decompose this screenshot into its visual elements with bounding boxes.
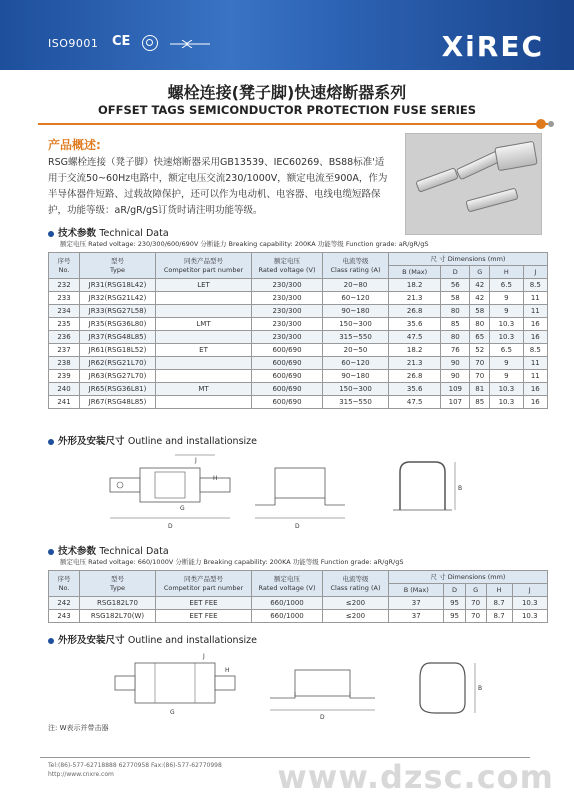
table-cell: 16 (523, 331, 547, 344)
table-cell: 70 (470, 357, 490, 370)
svg-text:H: H (213, 475, 218, 482)
table-cell: 18.2 (389, 344, 441, 357)
table-cell: JR31(RSG18L42) (80, 279, 156, 292)
table-cell: 109 (441, 383, 470, 396)
table-cell: JR63(RSG27L70) (80, 370, 156, 383)
table-cell: 10.3 (490, 396, 523, 409)
table-cell: EET FEE (156, 610, 252, 623)
table-cell: 21.3 (389, 357, 441, 370)
table-cell: 230/300 (252, 279, 323, 292)
tech-params-2: 额定电压 Rated voltage: 660/1000V 分断能力 Breaking capability: 200KA 功能等级 Function grade: aR/gR/gS (60, 558, 404, 566)
table-row (49, 305, 548, 318)
footer-contact: Tel:(86)-577-62718888 62770958 Fax:(86)-577-62770998 (48, 762, 222, 769)
table-cell: 20~80 (323, 279, 389, 292)
table-cell: MT (156, 383, 252, 396)
watermark: www.dzsc.com (277, 758, 554, 796)
table-cell: 26.8 (389, 305, 441, 318)
table-cell (156, 292, 252, 305)
table-cell: 660/1000 (252, 610, 323, 623)
table-cell: 70 (470, 370, 490, 383)
table-cell: 37 (389, 597, 444, 610)
table-cell: 16 (523, 396, 547, 409)
bullet-icon (48, 638, 54, 644)
table-cell: 238 (49, 357, 80, 370)
table-cell: 234 (49, 305, 80, 318)
kema-cert-icon (170, 40, 210, 48)
table-row (49, 357, 548, 370)
table-cell (156, 370, 252, 383)
table-cell: 11 (523, 370, 547, 383)
table-row (49, 318, 548, 331)
table-cell: 60~120 (323, 357, 389, 370)
table-cell: JR67(RSG48L85) (80, 396, 156, 409)
table-cell: 95 (444, 610, 465, 623)
bullet-icon (48, 231, 54, 237)
table-cell: 47.5 (389, 396, 441, 409)
table-cell: 9 (490, 292, 523, 305)
table-row (49, 344, 548, 357)
table-cell: 8.7 (486, 597, 512, 610)
table-cell: 6.5 (490, 344, 523, 357)
table-cell: 6.5 (490, 279, 523, 292)
table-cell: 11 (523, 292, 547, 305)
table-cell: 80 (441, 305, 470, 318)
table-cell: 52 (470, 344, 490, 357)
table-cell: 10.3 (490, 331, 523, 344)
table-cell: 600/690 (252, 370, 323, 383)
outline-drawing-2 (100, 648, 520, 723)
divider (38, 123, 548, 125)
table-cell: 150~300 (323, 318, 389, 331)
table-cell: 56 (441, 279, 470, 292)
table-cell: 230/300 (252, 305, 323, 318)
table-cell: JR65(RSG36L81) (80, 383, 156, 396)
table-row (49, 331, 548, 344)
table-row (49, 396, 548, 409)
table-cell (156, 331, 252, 344)
table-cell: 239 (49, 370, 80, 383)
tech-data-heading-2: 技术参数 Technical Data (48, 543, 169, 557)
table-cell: 240 (49, 383, 80, 396)
table-cell (156, 357, 252, 370)
table-cell: 37 (389, 610, 444, 623)
product-photo (405, 133, 542, 235)
table-cell: 315~550 (323, 396, 389, 409)
table-cell: RSG182L70 (80, 597, 156, 610)
table-cell: 18.2 (389, 279, 441, 292)
divider-dot-icon (536, 119, 546, 129)
svg-text:G: G (180, 505, 185, 512)
table-cell: 81 (470, 383, 490, 396)
table-cell: 9 (490, 357, 523, 370)
table-cell: 233 (49, 292, 80, 305)
table-cell: 600/690 (252, 344, 323, 357)
table-cell: 21.3 (389, 292, 441, 305)
ccc-cert-icon (142, 35, 158, 51)
table-cell: 107 (441, 396, 470, 409)
table-cell: 235 (49, 318, 80, 331)
table-row (49, 597, 548, 610)
table-cell: 58 (470, 305, 490, 318)
svg-text:B: B (458, 485, 463, 492)
table-cell: 236 (49, 331, 80, 344)
table-cell: 230/300 (252, 292, 323, 305)
table-cell (156, 305, 252, 318)
table-cell: 8.5 (523, 344, 547, 357)
overview-heading: 产品概述: (48, 138, 101, 152)
table-cell: 16 (523, 383, 547, 396)
table-cell: 11 (523, 357, 547, 370)
spec-table-1: 序号 No. 型号 Type 同类产品型号 Competitor part number 额定电压 Rated voltage (V) 电流等级 Class rating (A) 尺 寸 Dimensions (mm) B (Max) D G H J 232 JR31(RSG18L42) LET 230/300 20~80 18.2 56 42 6.5 8.5 233 JR32(RSG21L42) 230/300 60~120 21.3 58 42 9 11 234 JR33(RSG27L58) 230/300 90~180 26.8 80 58 9 11 235 JR35(RSG36L80) LMT 230/300 150~300 35.6 85 80 10.3 16 236 JR37(RSG48L85) 230/300 315~550 47.5 80 65 10.3 16 237 JR61(RSG18L52) ET 600/690 20~50 18.2 76 52 6.5 8.5 238 JR62(RSG21L70) 600/690 60~120 21.3 90 70 9 11 239 JR63(RSG27L70) 600/690 90~180 26.8 90 70 9 11 240 JR65(RSG36L81) MT 600/690 150~300 35.6 109 81 10.3 16 241 JR67(RSG48L85) 600/690 315~550 47.5 107 85 10.3 16 (48, 252, 548, 409)
table-row (49, 279, 548, 292)
svg-text:J: J (203, 653, 205, 660)
table-cell: 80 (441, 331, 470, 344)
table-cell: 9 (490, 305, 523, 318)
svg-text:H: H (225, 667, 230, 674)
table-cell: 10.3 (490, 383, 523, 396)
table-cell: 20~50 (323, 344, 389, 357)
outline-heading: 外形及安装尺寸 Outline and installationsize (48, 433, 257, 447)
svg-text:J: J (195, 457, 197, 464)
table-cell: 230/300 (252, 331, 323, 344)
table-cell: 11 (523, 305, 547, 318)
table-cell: 8.7 (486, 610, 512, 623)
table-cell: 42 (470, 292, 490, 305)
table-cell: 150~300 (323, 383, 389, 396)
table-cell: 65 (470, 331, 490, 344)
divider-dot-grey-icon (548, 121, 554, 127)
table-cell: 90~180 (323, 305, 389, 318)
bullet-icon (48, 439, 54, 445)
table-cell: LMT (156, 318, 252, 331)
table-cell (156, 396, 252, 409)
table-cell: 76 (441, 344, 470, 357)
table-cell: JR61(RSG18L52) (80, 344, 156, 357)
table-cell: 42 (470, 279, 490, 292)
table-cell: 16 (523, 318, 547, 331)
svg-text:G: G (170, 709, 175, 716)
table-row (49, 383, 548, 396)
table-cell: 243 (49, 610, 80, 623)
table-cell: 10.3 (512, 610, 547, 623)
table-cell: 35.6 (389, 383, 441, 396)
tech-params: 额定电压 Rated voltage: 230/300/600/690V 分断能力 Breaking capability: 200KA 功能等级 Function grade: aR/gR/gS (60, 240, 429, 248)
ce-mark: CE (112, 34, 131, 49)
header-banner (0, 0, 574, 70)
table-cell: 60~120 (323, 292, 389, 305)
table-cell: 10.3 (512, 597, 547, 610)
table-cell: 315~550 (323, 331, 389, 344)
table-cell: 95 (444, 597, 465, 610)
table-cell: ET (156, 344, 252, 357)
svg-text:D: D (168, 523, 173, 530)
outline-heading-2: 外形及安装尺寸 Outline and installationsize (48, 632, 257, 646)
table-cell: 237 (49, 344, 80, 357)
fuse-image (415, 167, 459, 193)
svg-text:B: B (478, 685, 483, 692)
title-chinese: 螺栓连接(凳子脚)快速熔断器系列 (167, 83, 407, 102)
table-cell: 241 (49, 396, 80, 409)
table-row (49, 292, 548, 305)
table-cell: 600/690 (252, 396, 323, 409)
table-cell: 8.5 (523, 279, 547, 292)
table-cell: JR33(RSG27L58) (80, 305, 156, 318)
overview-text: RSG螺栓连接（凳子脚）快速熔断器采用GB13539、IEC60269、BS88标准'适用于交流50~60Hz电路中，额定电压交流230/1000V，额定电流至900A，作为半导体器件短路、过载故障保护，还可以作为电动机、电容器、电线电缆短路保护，功能等级：aR/gR/gS订货时请注明功能等级。 (48, 157, 388, 216)
footer-website[interactable]: http://www.cnxre.com (48, 771, 114, 778)
table-cell: 230/300 (252, 318, 323, 331)
table-cell: 90 (441, 357, 470, 370)
table-cell: 232 (49, 279, 80, 292)
table-cell: JR35(RSG36L80) (80, 318, 156, 331)
table-cell: 90~180 (323, 370, 389, 383)
table-cell: 80 (470, 318, 490, 331)
table-cell: 70 (465, 610, 486, 623)
table-cell: EET FEE (156, 597, 252, 610)
table-row (49, 370, 548, 383)
tech-data-heading: 技术参数 Technical Data (48, 225, 169, 239)
table-cell: 600/690 (252, 357, 323, 370)
table-cell: 9 (490, 370, 523, 383)
outline-drawing-1 (100, 450, 560, 540)
table-cell: 10.3 (490, 318, 523, 331)
fuse-image (465, 187, 518, 212)
table-cell: JR62(RSG21L70) (80, 357, 156, 370)
table-cell: 85 (441, 318, 470, 331)
table-cell: ≤200 (323, 597, 389, 610)
table-cell: JR32(RSG21L42) (80, 292, 156, 305)
table-cell: 70 (465, 597, 486, 610)
table-cell: 242 (49, 597, 80, 610)
iso-cert: ISO9001 (48, 37, 99, 50)
table-cell: 600/690 (252, 383, 323, 396)
table-cell: RSG182L70(W) (80, 610, 156, 623)
table-cell: 47.5 (389, 331, 441, 344)
table-cell: LET (156, 279, 252, 292)
table-cell: 35.6 (389, 318, 441, 331)
table-cell: 85 (470, 396, 490, 409)
table-cell: 58 (441, 292, 470, 305)
table-cell: JR37(RSG48L85) (80, 331, 156, 344)
table-row (49, 610, 548, 623)
spec-table-2: 序号 No. 型号 Type 同类产品型号 Competitor part number 额定电压 Rated voltage (V) 电流等级 Class rating (A) 尺 寸 Dimensions (mm) B (Max) D G H J 242 RSG182L70 EET FEE 660/1000 ≤200 37 95 70 8.7 10.3 243 RSG182L70(W) EET FEE 660/1000 ≤200 37 95 70 8.7 10.3 (48, 570, 548, 623)
svg-text:D: D (320, 714, 325, 721)
svg-text:D: D (295, 523, 300, 530)
bullet-icon (48, 549, 54, 555)
table-cell: ≤200 (323, 610, 389, 623)
company-logo: XiREC (441, 30, 544, 63)
table-cell: 26.8 (389, 370, 441, 383)
title-english: OFFSET TAGS SEMICONDUCTOR PROTECTION FUSE SERIES (97, 103, 477, 117)
table-cell: 90 (441, 370, 470, 383)
table-cell: 660/1000 (252, 597, 323, 610)
fuse-image (494, 141, 538, 172)
footnote: 注: W表示并带击器 (48, 724, 109, 732)
